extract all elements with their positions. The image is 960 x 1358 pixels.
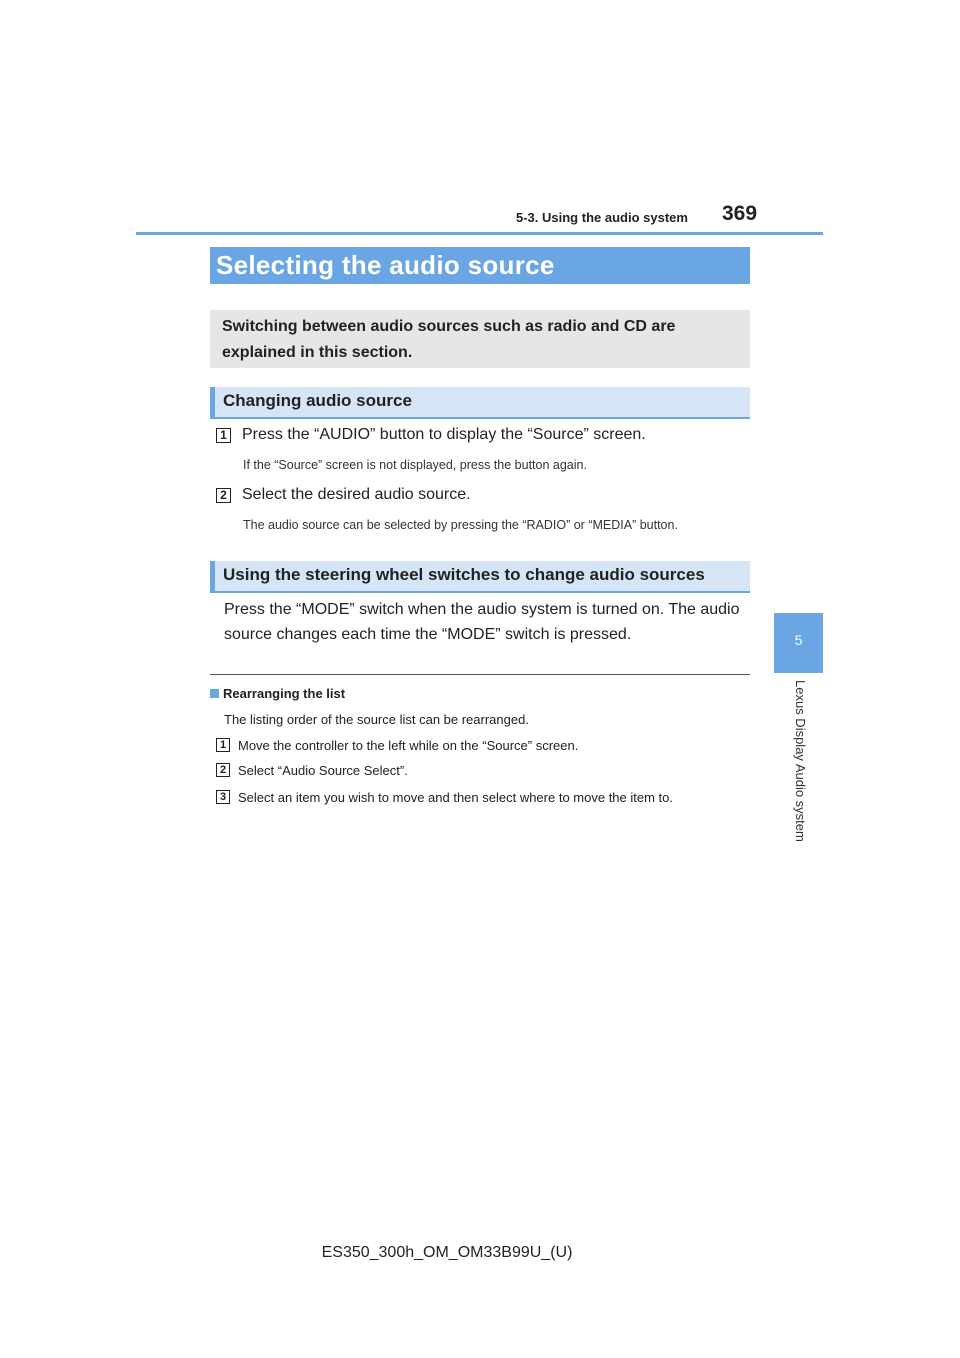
page-number: 369 — [722, 202, 758, 225]
page-title: Selecting the audio source — [216, 250, 555, 280]
rearrange-step-number-2: 2 — [216, 763, 230, 777]
rearrange-step-text-2: Select “Audio Source Select”. — [238, 763, 408, 778]
steering-body-line2: source changes each time the “MODE” switch is pressed. — [224, 626, 632, 643]
rearrange-step-number-1: 1 — [216, 738, 230, 752]
steering-body-line1: Press the “MODE” switch when the audio system is turned on. The audio — [224, 601, 740, 618]
subsection-accent — [210, 561, 215, 591]
step-text-2: Select the desired audio source. — [242, 486, 471, 503]
intro-text: Switching between audio sources such as radio and CD are explained in this section. — [222, 318, 676, 361]
rearranging-heading — [210, 686, 345, 701]
document-code: ES350_300h_OM_OM33B99U_(U) — [321, 1244, 573, 1261]
rearranging-intro: The listing order of the source list can be rearranged. — [224, 712, 529, 727]
step-note-2: The audio source can be selected by pressing the “RADIO” or “MEDIA” button. — [243, 518, 678, 532]
rearrange-step-text-1: Move the controller to the left while on the “Source” screen. — [238, 738, 579, 753]
step-text-1: Press the “AUDIO” button to display the “Source” screen. — [242, 426, 646, 443]
header-rule — [136, 232, 823, 235]
step-number-2: 2 — [216, 488, 231, 503]
chapter-title-vertical: Lexus Display Audio system — [793, 680, 808, 842]
square-bullet-icon — [210, 689, 219, 698]
section-divider — [210, 674, 750, 675]
rearrange-step-text-3: Select an item you wish to move and then select where to move the item to. — [238, 790, 673, 805]
chapter-tab-number: 5 — [794, 632, 803, 648]
section-breadcrumb: 5-3. Using the audio system — [516, 210, 688, 225]
subsection-heading-steering: Using the steering wheel switches to change audio sources — [223, 565, 705, 584]
subsection-accent — [210, 387, 215, 417]
rearranging-heading-text: Rearranging the list — [223, 686, 346, 701]
step-note-1: If the “Source” screen is not displayed, press the button again. — [243, 458, 587, 472]
step-number-1: 1 — [216, 428, 231, 443]
subsection-heading-changing: Changing audio source — [223, 391, 412, 410]
rearrange-step-number-3: 3 — [216, 790, 230, 804]
document-code-footer — [0, 1244, 960, 1262]
